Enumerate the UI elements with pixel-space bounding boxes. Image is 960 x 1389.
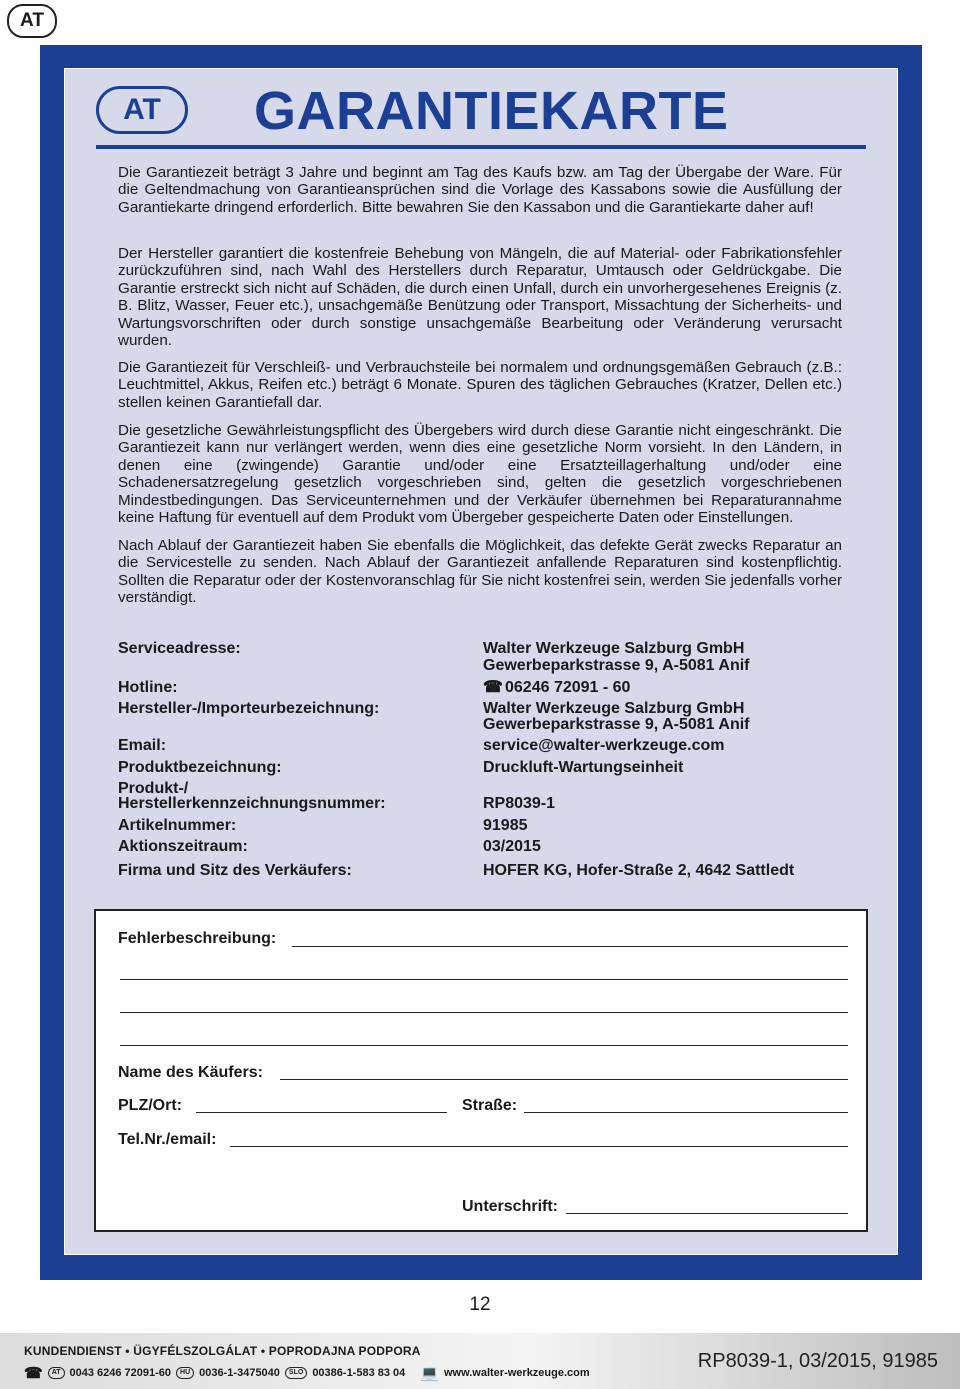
hotline-label: Hotline: [118, 679, 178, 696]
seller-label: Firma und Sitz des Verkäufers: [118, 862, 352, 879]
country-badge: AT [7, 4, 57, 38]
product-id-label-line1: Produkt-/ [118, 780, 189, 797]
footer-service-title: KUNDENDIENST • ÜGYFÉLSZOLGÁLAT • POPRODAJNA PODPORA [24, 1344, 421, 1358]
signature-label: Unterschrift: [462, 1198, 559, 1215]
fault-description-label: Fehlerbeschreibung: [118, 930, 277, 947]
email-label: Email: [118, 737, 167, 754]
paragraph-wear-parts: Die Garantiezeit für Verschleiß- und Verbrauchsteile bei normalem und ordnungsgemäßen Gebrauch (z.B.: Leuchtmittel, Akkus, Reifen etc.) beträgt 6 Monate. Spuren des täglichen Gebrauches (Kratzer, Dellen etc.) stellen keinen Garantiefall dar. [118, 359, 842, 411]
phone-email-label: Tel.Nr./email: [118, 1131, 217, 1148]
street-field[interactable] [524, 1112, 848, 1113]
footer-product-reference: RP8039-1, 03/2015, 91985 [697, 1350, 938, 1372]
service-address-line1: Walter Werkzeuge Salzburg GmbH [483, 640, 745, 657]
fault-description-line-2[interactable] [120, 979, 848, 980]
phone-email-field[interactable] [230, 1146, 848, 1147]
fault-description-line-4[interactable] [120, 1045, 848, 1046]
at-phone: 0043 6246 72091-60 [69, 1367, 172, 1379]
phone-icon: ☎ [24, 1365, 43, 1382]
manufacturer-label: Hersteller-/Importeurbezeichnung: [118, 700, 380, 717]
email-value: service@walter-werkzeuge.com [483, 737, 725, 754]
page-number: 12 [469, 1294, 491, 1315]
campaign-period-label: Aktionszeitraum: [118, 838, 248, 855]
slo-phone: 00386-1-583 83 04 [312, 1367, 406, 1379]
hu-badge: HU [176, 1367, 194, 1379]
product-name-label: Produktbezeichnung: [118, 759, 282, 776]
paragraph-manufacturer-guarantee: Der Hersteller garantiert die kostenfreie Behebung von Mängeln, die auf Material- oder Fabrikationsfehler zurückzuführen sind, nach Wahl des Herstellers durch Reparatur, Umtausch oder Geldrückgabe. Die Garantie erstreckt sich nicht auf Schäden, die durch einen Unfall, durch ein unvorhergesehenes Ereignis (z. B. Blitz, Wasser, Feuer etc.), unsachgemäße Benützung oder Transport, Missachtung der Sicherheits- und Wartungsvorschriften oder durch sonstige unsachgemäße Bearbeitung oder Veränderung verursacht wurden. [118, 245, 842, 350]
paragraph-legal-warranty: Die gesetzliche Gewährleistungspflicht des Übergebers wird durch diese Garantie nicht eingeschränkt. Die Garantiezeit kann nur verlängert werden, wenn dies eine gesetzliche Norm vorsieht. In den Ländern, in denen eine (zwingende) Garantie und/oder eine Ersatzteillagerhaltung und/oder eine Schadenersatzregelung gesetzlich vorgeschrieben sind, gelten die gesetzlich vorgeschriebenen Mindestbedingungen. Das Serviceunternehmen und der Verkäufer übernehmen bei Reparaturannahme keine Haftung für eventuell auf dem Produkt vom Übergeber gespeicherte Daten oder Einstellungen. [118, 422, 842, 527]
hotline-number: 06246 72091 - 60 [505, 679, 631, 696]
product-name-value: Druckluft-Wartungseinheit [483, 759, 684, 776]
page-title: GARANTIEKARTE [254, 81, 729, 141]
paragraph-warranty-period: Die Garantiezeit beträgt 3 Jahre und beginnt am Tag des Kaufs bzw. am Tag der Übergabe der Ware. Für die Geltendmachung von Garantieansprüchen sind die Vorlage des Kassabons sowie die Ausfüllung der Garantiekarte dringend erforderlich. Bitte bewahren Sie den Kassabon und die Garantiekarte daher auf! [118, 164, 842, 216]
title-divider [96, 145, 866, 149]
street-label: Straße: [462, 1097, 518, 1114]
website-link[interactable]: www.walter-werkzeuge.com [443, 1367, 590, 1379]
hotline-value-row [483, 680, 630, 696]
slo-badge: SLO [285, 1367, 307, 1379]
fault-description-line-3[interactable] [120, 1012, 848, 1013]
article-number-value: 91985 [483, 817, 528, 834]
seller-value: HOFER KG, Hofer-Straße 2, 4642 Sattledt [483, 862, 795, 879]
product-id-value: RP8039-1 [483, 795, 556, 812]
footer-contact-row [24, 1364, 590, 1382]
campaign-period-value: 03/2015 [483, 838, 541, 855]
zip-city-field[interactable] [196, 1112, 447, 1113]
buyer-name-label: Name des Käufers: [118, 1064, 263, 1081]
manufacturer-line1: Walter Werkzeuge Salzburg GmbH [483, 700, 745, 717]
buyer-name-field[interactable] [280, 1079, 848, 1080]
paragraph-after-warranty: Nach Ablauf der Garantiezeit haben Sie ebenfalls die Möglichkeit, das defekte Gerät zwecks Reparatur an die Servicestelle zu senden. Nach Ablauf der Garantiezeit anfallende Reparaturen sind kostenpflichtig. Sollten die Reparatur oder der Kostenvoranschlag für Sie nicht kostenfrei sein, werden Sie jedenfalls vorher verständigt. [118, 537, 842, 607]
signature-field[interactable] [566, 1213, 848, 1214]
service-address-label: Serviceadresse: [118, 640, 241, 657]
service-address-line2: Gewerbeparkstrasse 9, A-5081 Anif [483, 657, 750, 674]
manufacturer-line2: Gewerbeparkstrasse 9, A-5081 Anif [483, 716, 750, 733]
zip-city-label: PLZ/Ort: [118, 1097, 182, 1114]
hu-phone: 0036-1-3475040 [199, 1367, 280, 1379]
fault-description-field[interactable] [292, 946, 848, 947]
computer-icon: 💻 [420, 1365, 439, 1382]
phone-icon: ☎ [483, 679, 503, 696]
product-id-label-line2: Herstellerkennzeichnungsnummer: [118, 795, 386, 812]
at-badge: AT [48, 1367, 65, 1379]
country-logo: AT [96, 86, 188, 134]
article-number-label: Artikelnummer: [118, 817, 237, 834]
